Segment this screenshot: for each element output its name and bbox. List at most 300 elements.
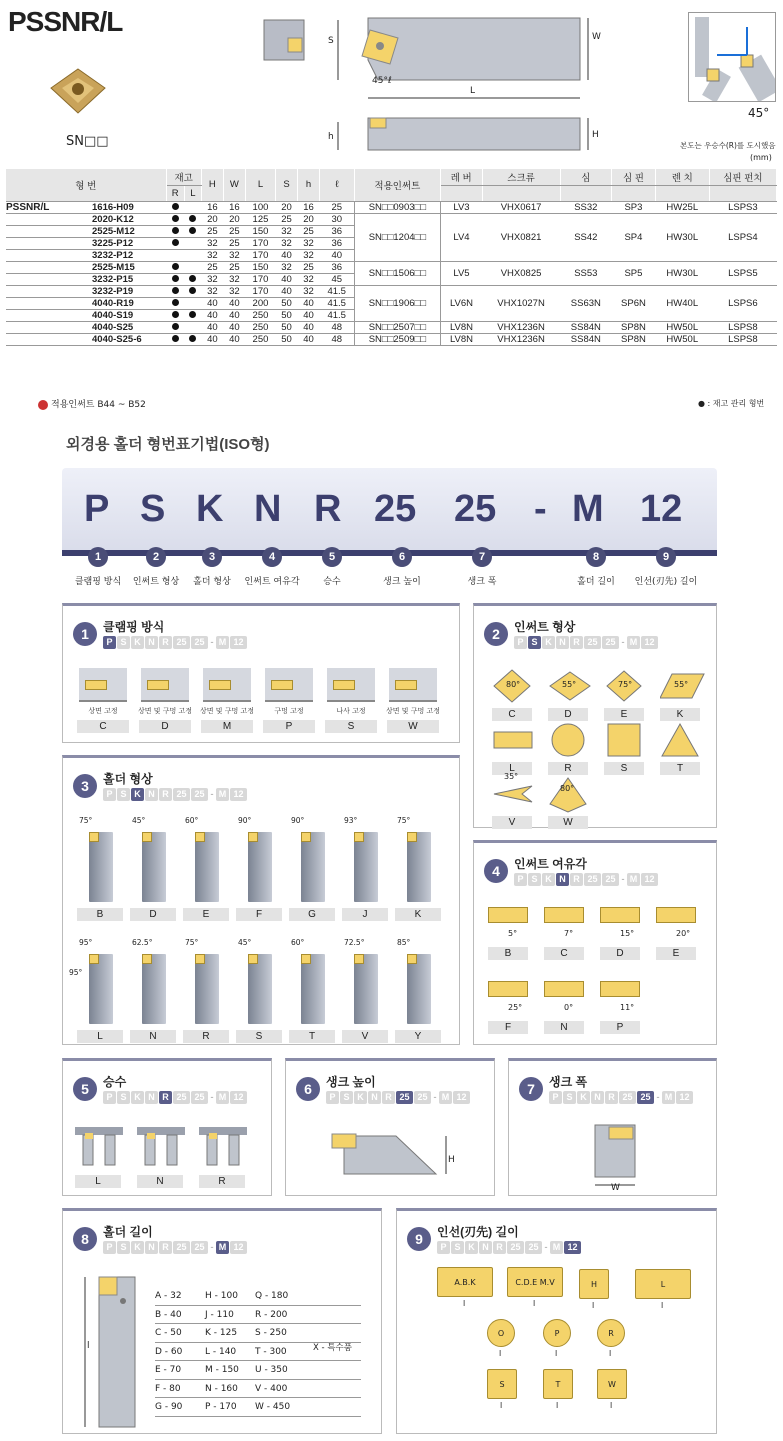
holder-code: T (289, 1030, 335, 1043)
stock-l (184, 237, 201, 249)
edge-code: R (608, 1328, 614, 1338)
edge-code: S (499, 1379, 505, 1389)
holder-code: N (130, 1030, 176, 1043)
panel-title: 홀더 길이 (103, 1225, 153, 1239)
holder-angle: 62.5° (132, 938, 153, 947)
hdr-punch: 심핀 펀치 (709, 169, 776, 185)
code-cell: 12 (641, 873, 658, 886)
code-cell: P (514, 873, 527, 886)
model-cell: 4040-S19 (6, 309, 166, 321)
clamp-caption: 나사 고정 (336, 707, 366, 715)
stock-dot (189, 275, 196, 282)
holder-angle: 90° (238, 816, 252, 825)
stock-r (166, 309, 184, 321)
insert-piece (85, 680, 107, 690)
stock-r (166, 297, 184, 309)
code-cell: S (528, 636, 541, 649)
dim-cell: 25 (320, 201, 355, 213)
dim-cell: 40 (320, 249, 355, 261)
w-angle: 80° (560, 784, 575, 793)
code-cell: 25 (507, 1241, 524, 1254)
dim-cell: 20 (201, 213, 223, 225)
length-cell: N - 160 (205, 1383, 238, 1394)
part-cell: HW50L (655, 321, 709, 333)
dim-cell: 25 (223, 237, 245, 249)
dim-cell: 125 (245, 213, 275, 225)
insert-piece (147, 680, 169, 690)
hand-drawing (137, 1125, 185, 1169)
code-cell: - (433, 1092, 437, 1102)
dim-cell: 36 (320, 261, 355, 273)
dim-cell: 170 (245, 237, 275, 249)
stock-dot (189, 335, 196, 342)
length-row (155, 1324, 361, 1343)
holder-drawing (407, 954, 431, 1024)
panel-clearance (473, 840, 717, 1045)
insert-shape-k (660, 668, 706, 710)
hdr-h: h (298, 169, 320, 201)
code-num: 7 (472, 547, 492, 567)
dim-cell: 100 (245, 201, 275, 213)
page-title: PSSNR/L (8, 6, 123, 37)
part-cell: HW50L (655, 333, 709, 345)
holder-angle: 75° (397, 816, 411, 825)
special-note: X - 특수품 (313, 1343, 352, 1353)
code-cell: S (117, 636, 130, 649)
model-cell: 3232-P15 (6, 273, 166, 285)
panel-shank-height (285, 1058, 495, 1196)
code-cell: 25 (173, 788, 190, 801)
length-cell: C - 50 (155, 1328, 182, 1338)
code-cell: R (159, 1091, 172, 1104)
hdr-lever: 레 버 (440, 169, 482, 185)
holder-drawing (354, 954, 378, 1024)
stock-dot (172, 275, 179, 282)
dim-H: H (448, 1155, 455, 1165)
panel-title: 생크 높이 (326, 1075, 376, 1089)
edge-shape (543, 1319, 571, 1347)
clamp-drawing (265, 668, 313, 702)
holder-code: R (183, 1030, 229, 1043)
clearance-angle: 5° (508, 929, 518, 938)
hdr-H: H (201, 169, 223, 201)
model-cell: 3232-P12 (6, 249, 166, 261)
code-cell: 12 (230, 636, 247, 649)
holder-angle: 45° (132, 816, 146, 825)
clamp-drawing (79, 668, 127, 702)
code-cell: K (131, 636, 144, 649)
insert-cell: SN□□2509□□ (354, 333, 440, 345)
length-cell: U - 350 (255, 1365, 288, 1375)
code-cell: K (542, 873, 555, 886)
holder-angle: 45° (238, 938, 252, 947)
insert-shape-d (548, 668, 594, 710)
length-cell: J - 110 (205, 1309, 234, 1320)
hdr-l: ℓ (320, 169, 355, 201)
code-strip (103, 1091, 248, 1104)
insert-piece (89, 954, 99, 964)
edge-dim: l (533, 1299, 536, 1308)
code-cell: R (159, 636, 172, 649)
hdr-wrench: 렌 치 (655, 169, 709, 185)
edge-code: W (608, 1379, 616, 1389)
stock-r (166, 321, 184, 333)
insert-piece (301, 832, 311, 842)
code-cell: K (354, 1091, 367, 1104)
series-name: PSSNR/L (6, 201, 50, 213)
panel-shank-width (508, 1058, 717, 1196)
dim-cell: 32 (223, 273, 245, 285)
code-cell: 12 (230, 788, 247, 801)
code-cell: K (542, 636, 555, 649)
insert-piece (407, 832, 417, 842)
v-angle: 35° (504, 772, 519, 781)
stock-dot (172, 287, 179, 294)
stock-dot (189, 287, 196, 294)
code-char: K (196, 488, 224, 530)
length-cell: P - 170 (205, 1402, 237, 1412)
hdr-model: 형 번 (6, 169, 166, 201)
code-cell: N (145, 636, 158, 649)
code-num: 5 (322, 547, 342, 567)
clamp-code: M (201, 720, 253, 733)
part-cell: SS53 (560, 261, 612, 285)
part-cell: SS63N (560, 285, 612, 321)
clamp-code: D (139, 720, 191, 733)
code-cell: S (451, 1241, 464, 1254)
code-num: 6 (392, 547, 412, 567)
dim-cell: 25 (201, 261, 223, 273)
length-row (155, 1287, 361, 1306)
code-cell: 25 (191, 1241, 208, 1254)
shape-code: W (548, 816, 588, 829)
code-num: 9 (656, 547, 676, 567)
code-cell: P (103, 1091, 116, 1104)
code-cell: - (621, 874, 625, 884)
edge-shape (579, 1269, 609, 1299)
clearance-drawing (600, 981, 640, 997)
model-cell: 3225-P12 (6, 237, 166, 249)
code-cell: K (577, 1091, 590, 1104)
code-num: 2 (146, 547, 166, 567)
code-cell: N (145, 788, 158, 801)
code-cell: R (159, 1241, 172, 1254)
clamp-drawing (203, 668, 251, 702)
code-cell: K (131, 788, 144, 801)
code-cell: M (550, 1241, 563, 1254)
stock-l (184, 249, 201, 261)
insert-cell: SN□□1204□□ (354, 213, 440, 261)
insert-cell: SN□□1906□□ (354, 285, 440, 321)
holder-angle: 85° (397, 938, 411, 947)
insert-shape-e (604, 668, 650, 710)
clearance-code: E (656, 947, 696, 960)
dim-cell: 170 (245, 249, 275, 261)
dim-cell: 200 (245, 297, 275, 309)
model-cell: 4040-S25-6 (6, 333, 166, 345)
code-cell: 25 (396, 1091, 413, 1104)
edge-dim: l (592, 1301, 595, 1310)
length-cell: E - 70 (155, 1365, 182, 1375)
dim-cell: 40 (275, 273, 297, 285)
dim-cell: 50 (275, 333, 297, 345)
part-cell: SP8N (612, 333, 656, 345)
code-cell: 25 (602, 873, 619, 886)
code-cell: R (570, 873, 583, 886)
code-num-label: 승수 (323, 577, 341, 587)
part-cell: VHX1027N (482, 285, 560, 321)
code-strip (326, 1091, 471, 1104)
hdr-W: W (223, 169, 245, 201)
code-num-label: 생크 높이 (383, 577, 421, 587)
clearance-angle: 15° (620, 929, 635, 938)
code-cell: 25 (414, 1091, 431, 1104)
code-cell: - (656, 1092, 660, 1102)
part-cell: SS84N (560, 321, 612, 333)
hand-drawing (75, 1125, 123, 1169)
dim-angle-l: 45°ℓ (372, 76, 392, 86)
holder-code: Y (395, 1030, 441, 1043)
hdr-insert: 적용인써트 (354, 169, 440, 201)
dim-cell: 41.5 (320, 309, 355, 321)
dim-cell: 25 (298, 225, 320, 237)
shank-height-drawing (326, 1126, 456, 1186)
panel-num: 5 (73, 1077, 97, 1101)
edge-code: P (554, 1328, 560, 1338)
code-cell: K (465, 1241, 478, 1254)
dim-l: l (87, 1341, 90, 1351)
footer-left (38, 397, 146, 410)
insert-image (48, 66, 108, 116)
footer-left-text: 적용인써트 B44 ~ B52 (51, 400, 146, 410)
table-row (6, 333, 777, 345)
code-cell: S (340, 1091, 353, 1104)
hdr-l2: L (184, 185, 201, 201)
part-cell: LV5 (440, 261, 482, 285)
code-char: 25 (454, 488, 497, 530)
part-cell: VHX1236N (482, 321, 560, 333)
code-cell: 25 (525, 1241, 542, 1254)
code-cell: S (528, 873, 541, 886)
code-cell: 12 (641, 636, 658, 649)
stock-l (184, 333, 201, 345)
length-cell: L - 140 (205, 1346, 237, 1357)
clearance-angle: 20° (676, 929, 691, 938)
dim-cell: 32 (298, 237, 320, 249)
clamp-drawing (327, 668, 375, 702)
code-cell: 25 (637, 1091, 654, 1104)
panel-num: 8 (73, 1227, 97, 1251)
edge-dim: l (556, 1401, 559, 1410)
part-cell: VHX0825 (482, 261, 560, 285)
table-row (6, 261, 777, 273)
clamp-caption: 상면 고정 (88, 707, 118, 715)
dim-cell: 40 (275, 249, 297, 261)
tool-diagram (258, 10, 603, 160)
code-cell: 12 (230, 1241, 247, 1254)
insert-piece (248, 832, 258, 842)
dim-cell: 16 (223, 201, 245, 213)
stock-r (166, 237, 184, 249)
shape-code: K (660, 708, 700, 721)
code-cell: R (605, 1091, 618, 1104)
stock-dot (172, 215, 179, 222)
hdr-r: R (166, 185, 184, 201)
code-cell: - (544, 1242, 548, 1252)
code-cell: S (117, 1241, 130, 1254)
holder-angle: 60° (185, 816, 199, 825)
insert-piece (271, 680, 293, 690)
dim-cell: 30 (320, 213, 355, 225)
clamp-caption: 상면 및 구멍 고정 (137, 707, 192, 715)
model-cell: 2020-K12 (6, 213, 166, 225)
panel-title: 인써트 형상 (514, 620, 576, 634)
hdr-shimpin: 심 핀 (612, 169, 656, 185)
code-cell: 25 (191, 788, 208, 801)
dim-cell: 25 (201, 225, 223, 237)
code-cell: N (145, 1241, 158, 1254)
clearance-drawing (656, 907, 696, 923)
code-cell: P (326, 1091, 339, 1104)
clearance-code: N (544, 1021, 584, 1034)
panel-title: 인선(刃先) 길이 (437, 1225, 519, 1239)
stock-r (166, 333, 184, 345)
shape-code: T (660, 762, 700, 775)
dim-cell: 48 (320, 333, 355, 345)
holder-drawing (248, 832, 272, 902)
insert-cell: SN□□2507□□ (354, 321, 440, 333)
dim-cell: 41.5 (320, 297, 355, 309)
length-cell: T - 300 (255, 1346, 287, 1357)
code-cell: R (493, 1241, 506, 1254)
code-num-label: 홀더 길이 (577, 577, 615, 587)
clearance-angle: 0° (564, 1003, 574, 1012)
code-num: 3 (202, 547, 222, 567)
holder-length-drawing (77, 1271, 147, 1431)
holder-angle: 75° (185, 938, 199, 947)
code-strip (514, 636, 659, 649)
part-cell: LSPS6 (709, 285, 776, 321)
dim-cell: 32 (275, 261, 297, 273)
holder-drawing (89, 832, 113, 902)
dim-cell: 32 (201, 285, 223, 297)
clearance-drawing (544, 907, 584, 923)
edge-shape (635, 1269, 691, 1299)
holder-code: L (77, 1030, 123, 1043)
stock-r (166, 201, 184, 213)
insert-piece (407, 954, 417, 964)
code-cell: 25 (602, 636, 619, 649)
edge-code: H (590, 1279, 597, 1289)
dim-cell: 32 (275, 237, 297, 249)
code-cell: - (210, 1092, 214, 1102)
angle-45: 45° (748, 106, 770, 120)
shape-code: S (604, 762, 644, 775)
dim-cell: 25 (298, 261, 320, 273)
holder-code: J (342, 908, 388, 921)
panel-title: 인써트 여유각 (514, 857, 587, 871)
clearance-angle: 25° (508, 1003, 523, 1012)
dims-note: 본도는 우승수(R)를 도시했음 (680, 141, 776, 150)
code-num-label: 인써트 여유각 (244, 577, 300, 587)
dim-hh: H (592, 130, 599, 140)
dim-cell: 250 (245, 333, 275, 345)
holder-angle: 90° (291, 816, 305, 825)
code-num-label: 인써트 형상 (132, 577, 180, 587)
dim-cell: 41.5 (320, 285, 355, 297)
stock-r (166, 273, 184, 285)
insert-piece (142, 954, 152, 964)
holder-drawing (142, 832, 166, 902)
insert-label: SN□□ (66, 134, 109, 149)
table-row (6, 321, 777, 333)
code-cell: R (570, 636, 583, 649)
clearance-code: P (600, 1021, 640, 1034)
panel-holder-shape (62, 755, 460, 1045)
edge-code: A.B.K (454, 1277, 476, 1287)
dim-cell: 40 (298, 309, 320, 321)
insert-piece (301, 954, 311, 964)
edge-shape (597, 1369, 627, 1399)
part-cell: SS42 (560, 213, 612, 261)
length-cell: D - 60 (155, 1346, 183, 1357)
part-cell: LSPS3 (709, 201, 776, 213)
hand-diagram (688, 12, 776, 102)
holder-angle: 95° (79, 938, 93, 947)
table-row (6, 285, 777, 297)
length-cell: B - 40 (155, 1309, 182, 1320)
code-cell: M (216, 1241, 229, 1254)
model-cell: 2525-M15 (6, 261, 166, 273)
code-cell: 12 (453, 1091, 470, 1104)
part-cell: SP5 (612, 261, 656, 285)
dim-cell: 40 (223, 309, 245, 321)
edge-dim: l (499, 1349, 502, 1358)
length-cell: Q - 180 (255, 1291, 289, 1301)
dim-cell: 32 (275, 225, 297, 237)
dim-cell: 40 (275, 285, 297, 297)
dim-cell: 36 (320, 225, 355, 237)
code-cell: R (159, 788, 172, 801)
unit: (mm) (750, 153, 772, 162)
dim-cell: 32 (298, 273, 320, 285)
insert-shape-v (492, 776, 538, 818)
dim-cell: 32 (298, 285, 320, 297)
code-char: 12 (640, 488, 683, 530)
code-cell: M (216, 1091, 229, 1104)
dim-W: W (611, 1183, 620, 1193)
code-cell: N (556, 636, 569, 649)
code-num-label: 생크 폭 (467, 577, 497, 587)
stock-r (166, 213, 184, 225)
holder-angle: 95° (69, 968, 83, 977)
dim-cell: 16 (298, 201, 320, 213)
stock-dot (172, 227, 179, 234)
stock-dot (172, 335, 179, 342)
stock-l (184, 261, 201, 273)
code-cell: P (549, 1091, 562, 1104)
edge-code: C.D.E M.V (515, 1277, 555, 1287)
code-cell: 25 (191, 1091, 208, 1104)
part-cell: LSPS8 (709, 321, 776, 333)
code-strip (514, 873, 659, 886)
dim-cell: 32 (223, 249, 245, 261)
holder-code: V (342, 1030, 388, 1043)
panel-title: 홀더 형상 (103, 772, 153, 786)
clearance-drawing (488, 981, 528, 997)
hand-drawing (199, 1125, 247, 1169)
stock-l (184, 225, 201, 237)
